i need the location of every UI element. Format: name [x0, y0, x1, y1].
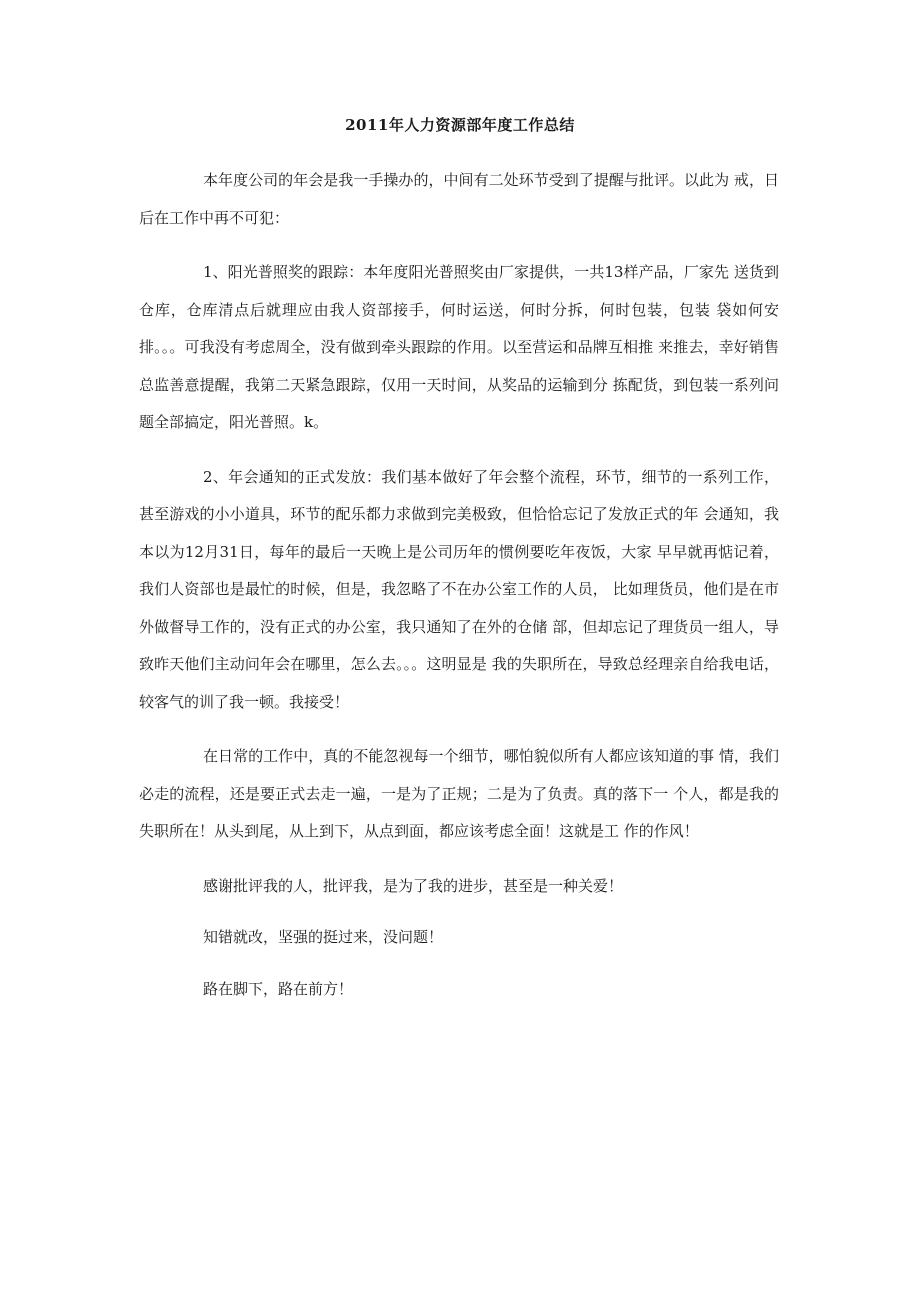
paragraph-intro: 本年度公司的年会是我一手操办的，中间有二处环节受到了提醒与批评。以此为 戒，日后在工作中再不可犯： — [139, 171, 779, 227]
document-body — [139, 162, 779, 1022]
paragraph-thanks: 感谢批评我的人，批评我，是为了我的进步，甚至是一种关爱！ — [203, 876, 624, 895]
paragraph-closing: 路在脚下，路在前方！ — [203, 979, 354, 998]
paragraph-item-1: 1、阳光普照奖的跟踪：本年度阳光普照奖由厂家提供，一共13样产品，厂家先 送货到仓库，仓库清点后就理应由我人资部接手，何时运送，何时分拆，何时包装，包装 袋如何安排。。。可我没有考虑周全，没有做到牵头跟踪的作用。以至营运和品牌互相推 来推去，幸好销售总监善意提醒，我第二天紧急跟踪，仅用一天时间，从奖品的运输到分 拣配货，到包装一系列问题全部搞定，阳光普照。k。 — [139, 263, 779, 431]
paragraph-reflection: 在日常的工作中，真的不能忽视每一个细节，哪怕貌似所有人都应该知道的事 情，我们必走的流程，还是要正式去走一遍，一是为了正规；二是为了负责。真的落下一 个人，都是我的失职所在！从头到尾，从上到下，从点到面，都应该考虑全面！这就是工 作的作风！ — [139, 747, 779, 840]
paragraph-resolve: 知错就改，坚强的挺过来，没问题！ — [203, 928, 444, 946]
document-title: 2011年人力资源部年度工作总结 — [345, 116, 575, 134]
paragraph-item-2: 2、年会通知的正式发放：我们基本做好了年会整个流程，环节，细节的一系列工作，甚至游戏的小小道具，环节的配乐都力求做到完美极致，但恰恰忘记了发放正式的年 会通知，我本以为12月31日，每年的最后一天晚上是公司历年的惯例要吃年夜饭，大家 早早就再惦记着，我们人资部也是最忙的时候，但是，我忽略了不在办公室工作的人员， 比如理货员，他们是在市外做督导工作的，没有正式的办公室，我只通知了在外的仓储 部，但却忘记了理货员一组人，导致昨天他们主动问年会在哪里，怎么去。。。这明显是 我的失职所在，导致总经理亲自给我电话，较客气的训了我一顿。我接受！ — [139, 467, 779, 711]
